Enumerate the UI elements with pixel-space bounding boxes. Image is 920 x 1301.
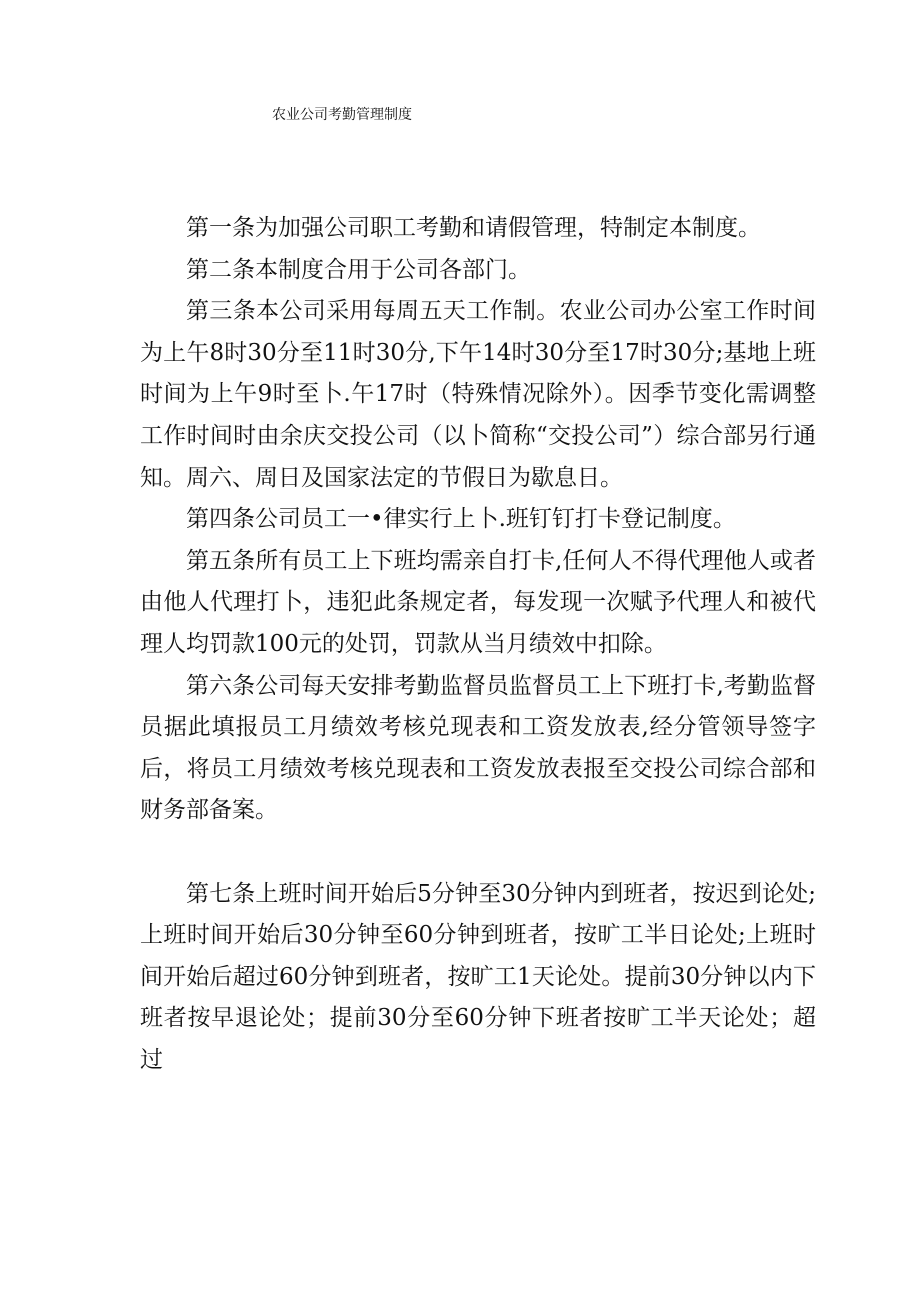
document-title: 农业公司考勤管理制度 bbox=[272, 107, 412, 123]
article-1: 第一条为加强公司职工考勤和请假管理，特制定本制度。 bbox=[186, 215, 761, 241]
article-2: 第二条本制度合用于公司各部门。 bbox=[186, 256, 531, 283]
article-4: 第四条公司员工一•律实行上卜.班钉钉打卡登记制度。 bbox=[186, 506, 736, 533]
article-3: 第三条本公司采用每周五天工作制。农业公司办公室工作时间为上午8时30分至11时30分,下午14时30分至17时30分;基地上班时间为上午9时至卜.午17时（特殊情况除外）。因季节变化需调整工作时间时由余庆交投公司（以卜简称“交投公司”）综合部另行通知。周六、周日及国家法定的节假日为歇息日。 bbox=[140, 298, 816, 491]
document-body bbox=[140, 208, 816, 1081]
article-5: 第五条所有员工上下班均需亲自打卡,任何人不得代理他人或者由他人代理打卜，违犯此条规定者，每发现一次赋予代理人和被代理人均罚款100元的处罚，罚款从当月绩效中扣除。 bbox=[140, 547, 816, 657]
article-7: 第七条上班时间开始后5分钟至30分钟内到班者，按迟到论处;上班时间开始后30分钟至60分钟到班者，按旷工半日论处;上班时间开始后超过60分钟到班者，按旷工1天论处。提前30分钟以内下班者按早退论处；提前30分至60分钟下班者按旷工半天论处；超过 bbox=[140, 880, 816, 1073]
article-6: 第六条公司每天安排考勤监督员监督员工上下班打卡,考勤监督员据此填报员工月绩效考核兑现表和工资发放表,经分管领导签字后，将员工月绩效考核兑现表和工资发放表报至交投公司综合部和财务部备案。 bbox=[140, 672, 816, 824]
